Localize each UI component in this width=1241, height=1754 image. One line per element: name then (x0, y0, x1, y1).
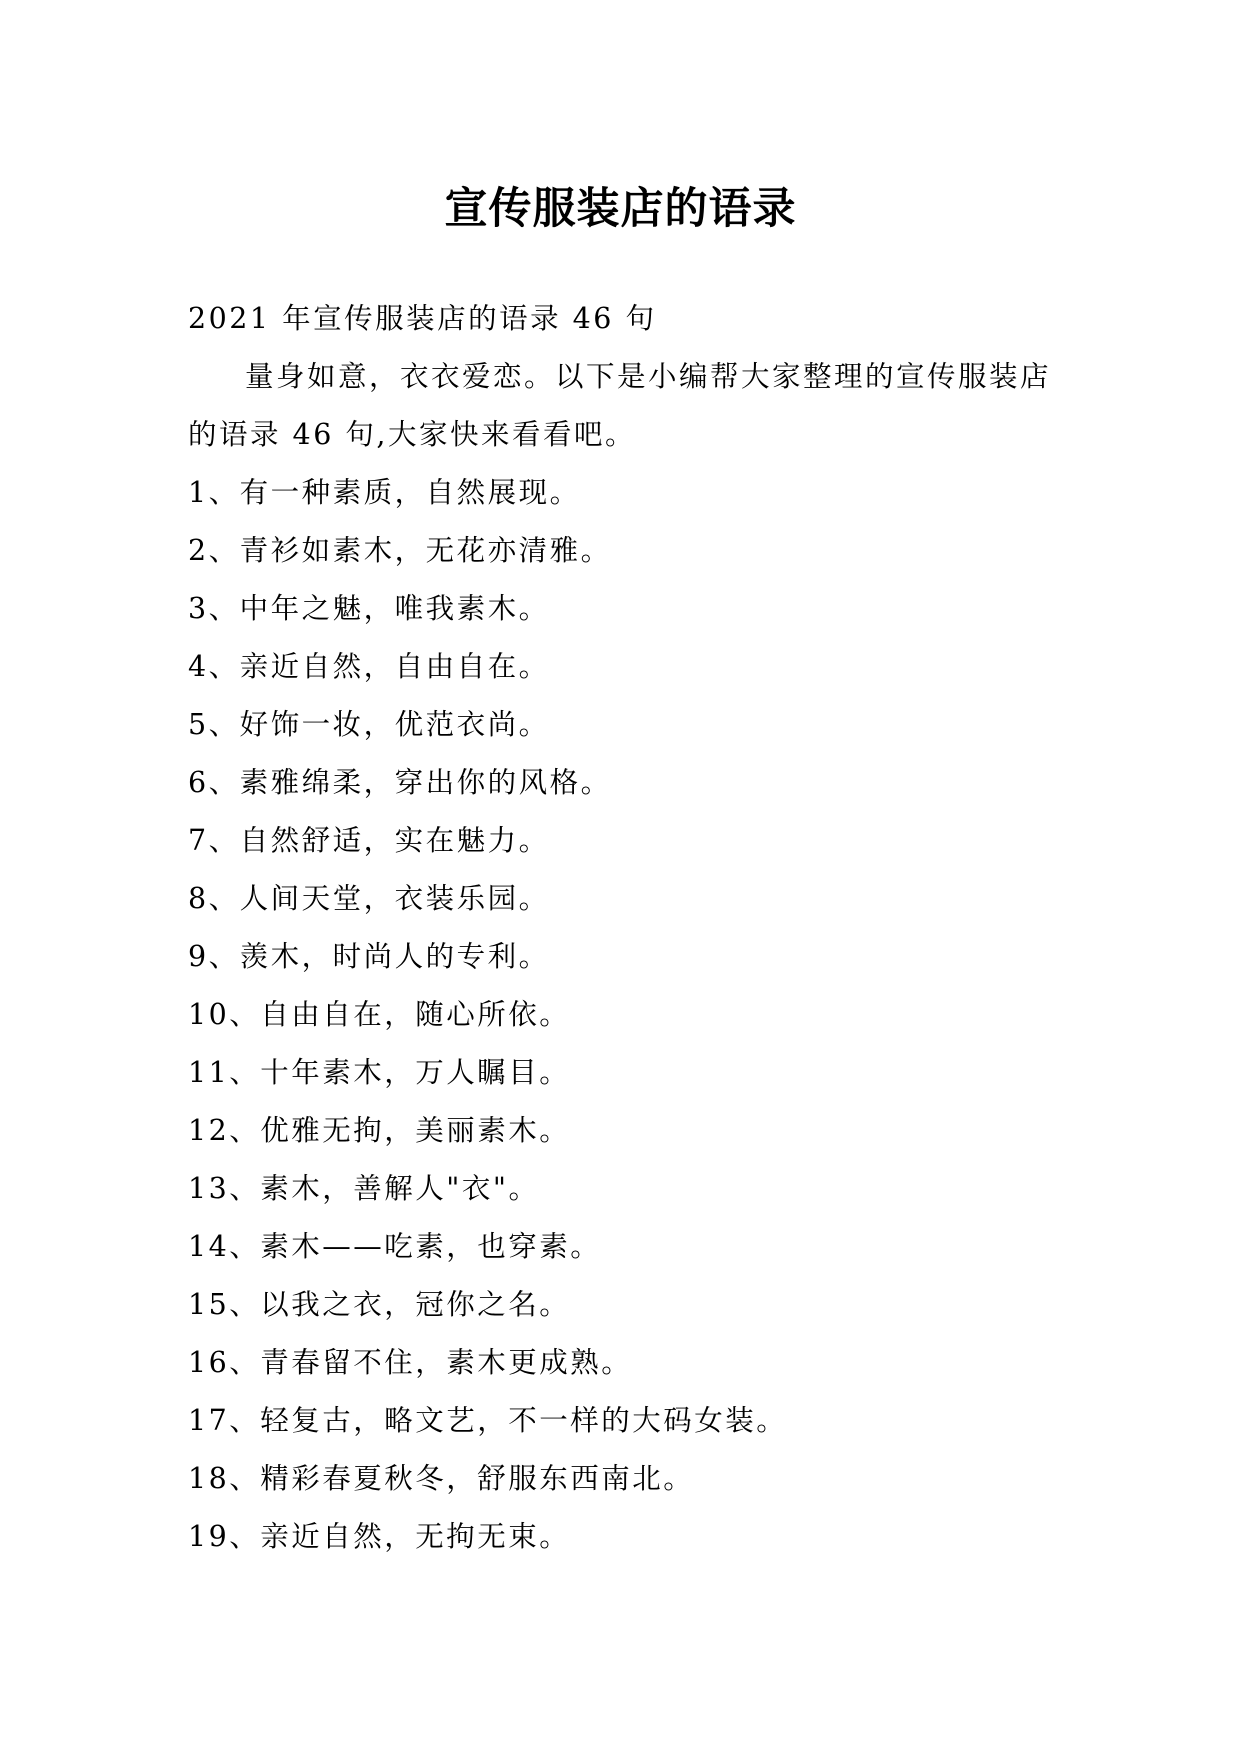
quote-item: 13、素木，善解人"衣"。 (188, 1172, 540, 1205)
quote-list (188, 464, 1058, 1566)
quote-item: 16、青春留不住，素木更成熟。 (188, 1346, 633, 1379)
quote-item: 4、亲近自然，自由自在。 (188, 650, 550, 683)
document-body (188, 290, 1058, 1566)
quote-item: 9、羡木，时尚人的专利。 (188, 940, 550, 973)
quote-item: 14、素木——吃素，也穿素。 (188, 1230, 602, 1263)
quote-item: 1、有一种素质，自然展现。 (188, 476, 581, 509)
quote-item: 5、好饰一妆，优范衣尚。 (188, 708, 550, 741)
quote-item: 8、人间天堂，衣装乐园。 (188, 882, 550, 915)
quote-item: 19、亲近自然，无拘无束。 (188, 1520, 571, 1553)
quote-item: 12、优雅无拘，美丽素木。 (188, 1114, 571, 1147)
quote-item: 6、素雅绵柔，穿出你的风格。 (188, 766, 612, 799)
quote-item: 2、青衫如素木，无花亦清雅。 (188, 534, 612, 567)
quote-item: 17、轻复古，略文艺，不一样的大码女装。 (188, 1404, 788, 1437)
document-subtitle: 2021 年宣传服装店的语录 46 句 (188, 302, 657, 335)
quote-item: 3、中年之魅，唯我素木。 (188, 592, 550, 625)
document-title: 宣传服装店的语录 (444, 183, 797, 234)
quote-item: 7、自然舒适，实在魅力。 (188, 824, 550, 857)
intro-paragraph: 量身如意，衣衣爱恋。以下是小编帮大家整理的宣传服装店的语录 46 句,大家快来看看吧。 (188, 360, 1052, 451)
quote-item: 18、精彩春夏秋冬，舒服东西南北。 (188, 1462, 695, 1495)
quote-item: 15、以我之衣，冠你之名。 (188, 1288, 571, 1321)
quote-item: 10、自由自在，随心所依。 (188, 998, 571, 1031)
quote-item: 11、十年素木，万人瞩目。 (188, 1056, 571, 1089)
